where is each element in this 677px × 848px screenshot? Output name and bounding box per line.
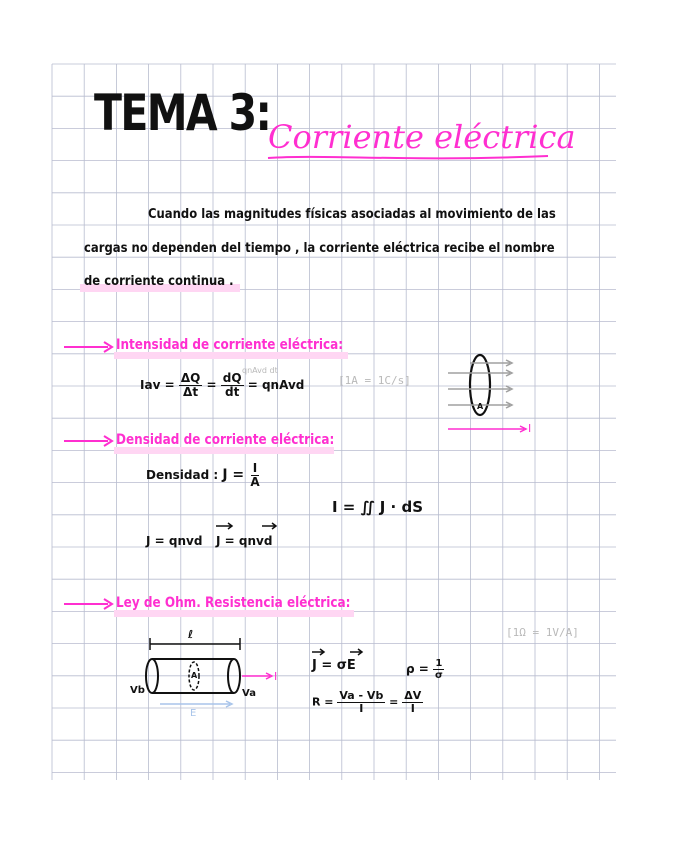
conductor-current-label: I (274, 670, 278, 683)
dq-over-dt (221, 372, 244, 399)
section1-highlight (114, 352, 348, 359)
integral-formula: I = ∬ J · dS (332, 498, 424, 516)
intensity-formula (140, 372, 304, 399)
section1-heading: Intensidad de corriente eléctrica: (116, 337, 344, 353)
ohm-vector-formula: J = σE (312, 658, 356, 673)
ohm-vector-arrows (310, 644, 370, 658)
rho-eq: ρ = (406, 662, 429, 676)
eq-sign: = (206, 378, 217, 393)
density-formula (146, 462, 262, 489)
section1-arrow (64, 340, 116, 354)
va-vb-over-i (337, 690, 385, 715)
intensity-rhs: = qnAvd (247, 378, 305, 393)
vb-label: Vb (130, 685, 145, 696)
page-subtitle: Corriente eléctrica (268, 118, 576, 156)
subtitle-underline (266, 150, 551, 164)
intro-line-2: cargas no dependen del tiempo , la corriente eléctrica recibe el nombre (84, 240, 555, 256)
j-vector-formula: J = qnvd (216, 534, 273, 548)
rho-den: σ (435, 670, 443, 681)
section3-arrow (64, 597, 116, 611)
section2-highlight (114, 447, 334, 454)
frac1-num: ΔQ (180, 371, 201, 385)
iav-label: Iav = (140, 378, 175, 393)
r-num2: ΔV (404, 689, 422, 702)
j-vector-arrows (214, 518, 284, 532)
current-loop-diagram (440, 345, 550, 440)
r-num: Va - Vb (339, 689, 384, 702)
r-den: I (359, 702, 364, 716)
r-eq2: = (389, 695, 399, 709)
section2-heading: Densidad de corriente eléctrica: (116, 432, 335, 448)
rho-num: 1 (435, 658, 443, 669)
resistivity-formula (406, 658, 445, 681)
density-label: Densidad : (146, 468, 219, 483)
frac1-den: Δt (183, 385, 199, 400)
frac2-den: dt (224, 385, 240, 400)
va-label: Va (242, 688, 256, 699)
ampere-unit-note: [1A = 1C/s] (338, 374, 411, 387)
r-eq: R = (312, 695, 334, 709)
loop-current-label: I (528, 422, 532, 435)
intro-line-3: de corriente continua . (84, 273, 234, 289)
section3-highlight (114, 610, 354, 617)
field-label: E (190, 708, 197, 719)
delta-v-over-i (402, 690, 423, 715)
intro-line-1: Cuando las magnitudes físicas asociadas al movimiento de las (148, 206, 556, 222)
ohm-unit-note: [1Ω = 1V/A] (506, 626, 579, 639)
density-frac-den: A (250, 475, 260, 490)
i-over-a (248, 462, 261, 489)
r-den2: I (410, 702, 415, 716)
j-scalar-formula: J = qnvd (146, 534, 203, 548)
page-title: TEMA 3: (94, 84, 271, 142)
one-over-sigma (433, 658, 445, 681)
length-label: ℓ (188, 628, 194, 641)
delta-q-over-delta-t (179, 372, 203, 399)
conductor-diagram (130, 636, 290, 720)
intensity-annotation: qnAvd dt (242, 366, 278, 375)
j-equals: J = (222, 467, 245, 484)
cross-section-label: A (191, 671, 198, 680)
loop-area-label: A (477, 402, 484, 411)
frac2-num: dQ (222, 371, 242, 385)
density-frac-num: I (252, 461, 258, 475)
section3-heading: Ley de Ohm. Resistencia eléctrica: (116, 595, 351, 611)
section2-arrow (64, 434, 116, 448)
resistance-formula (312, 690, 423, 715)
